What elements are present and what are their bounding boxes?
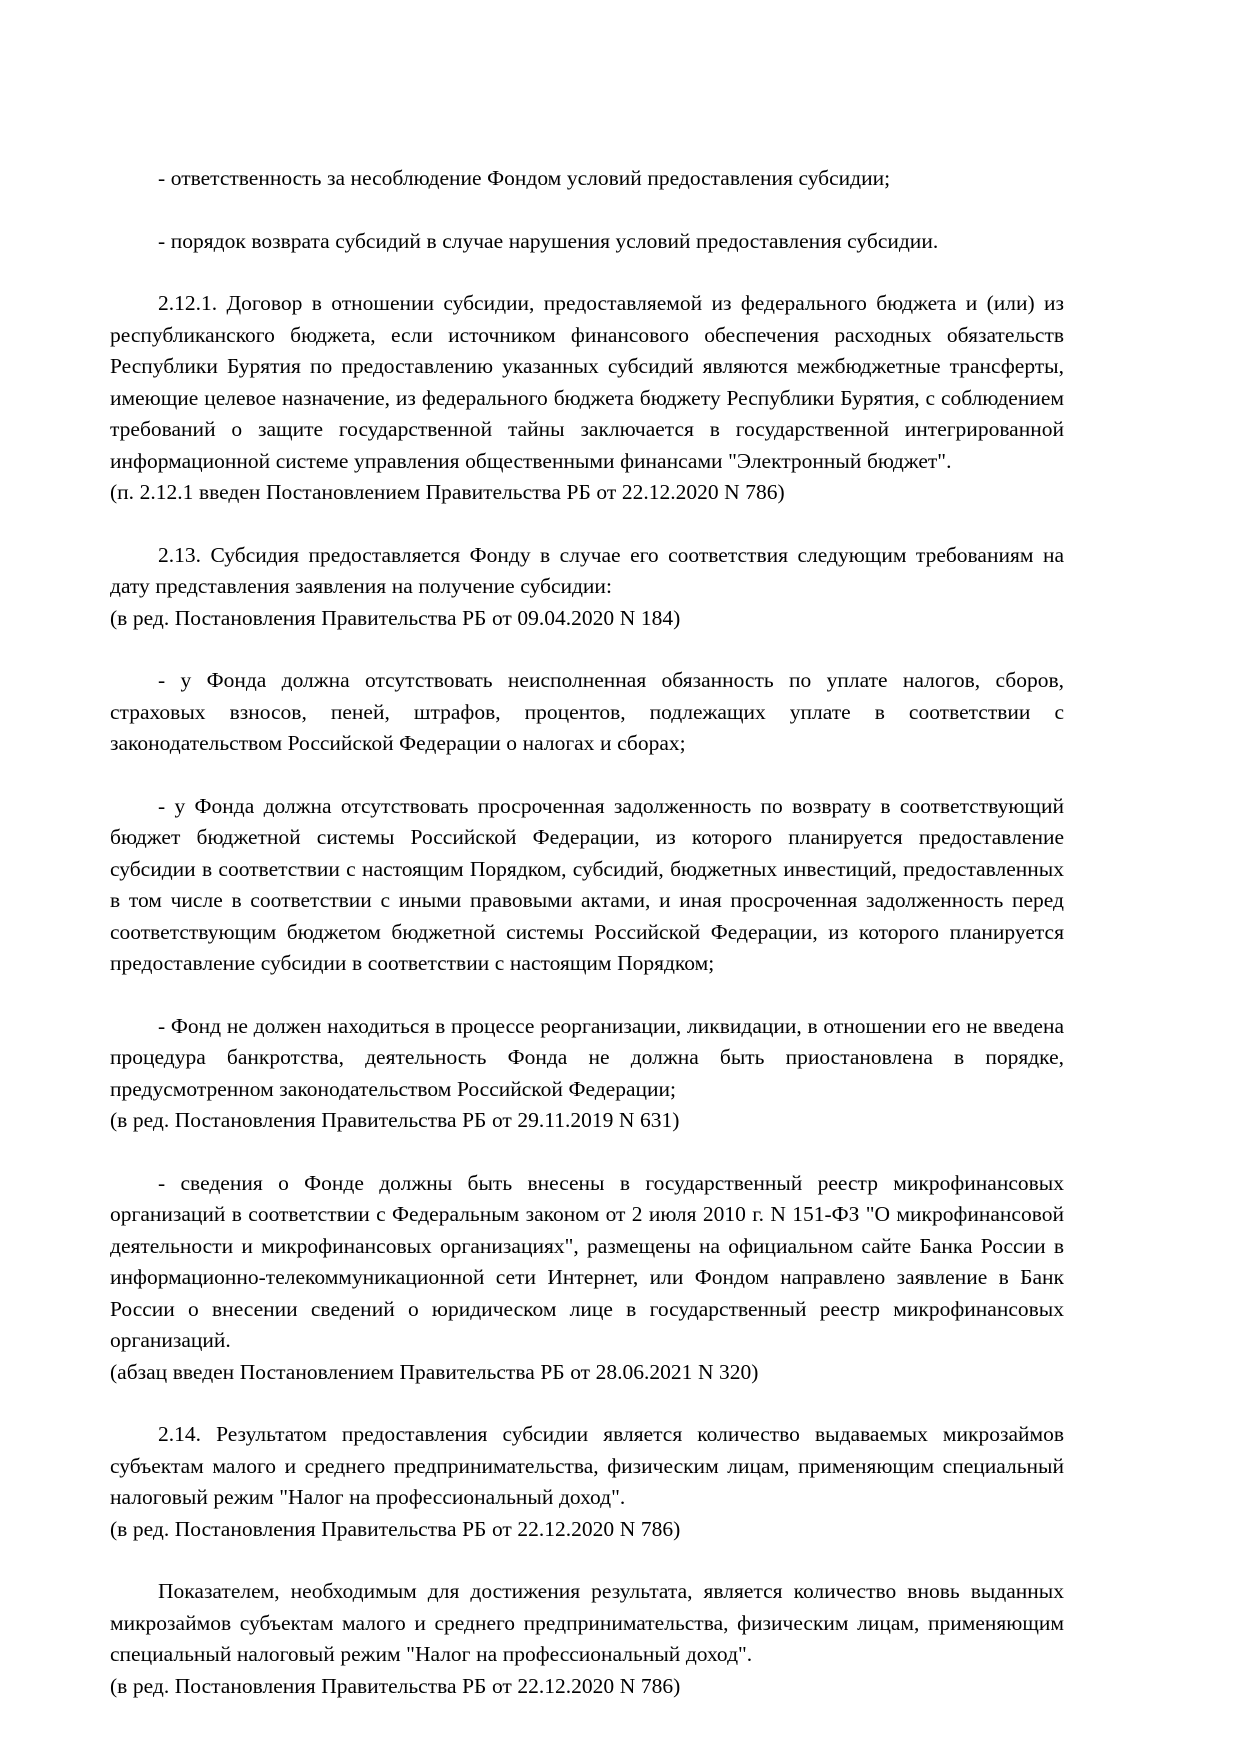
paragraph-clause-2-12-1: 2.12.1. Договор в отношении субсидии, предоставляемой из федерального бюджета и (или) из республиканского бюджета, если источником финансового обеспечения расходных обязательств Республики Бурятия по предоставлению указанных субсидий являются межбюджетные трансферты, имеющие целевое назначение, из федерального бюджета бюджету Республики Бурятия, с соблюдением требований о защите государственной тайны заключается в государственной интегрированной информационной системе управления общественными финансами "Электронный бюджет". <box>110 291 1064 473</box>
citation-reorganization: (в ред. Постановления Правительства РБ от 29.11.2019 N 631) <box>110 1108 680 1132</box>
paragraph-bullet-registry: - сведения о Фонде должны быть внесены в государственный реестр микрофинансовых организаций в соответствии с Федеральным законом от 2 июля 2010 г. N 151-ФЗ "О микрофинансовой деятельности и микрофинансовых организациях", размещены на официальном сайте Банка России в информационно-телекоммуникационной сети Интернет, или Фондом направлено заявление в Банк России о внесении сведений о юридическом лице в государственный реестр микрофинансовых организаций. <box>110 1170 1064 1352</box>
paragraph-bullet-taxes: - у Фонда должна отсутствовать неисполненная обязанность по уплате налогов, сборов, страховых взносов, пеней, штрафов, процентов, подлежащих уплате в соответствии с законодательством Российской Федерации о налогах и сборах; <box>110 668 1064 755</box>
paragraph-bullet-return-order: - порядок возврата субсидий в случае нарушения условий предоставления субсидии. <box>158 228 939 253</box>
citation-registry: (абзац введен Постановлением Правительства РБ от 28.06.2021 N 320) <box>110 1359 759 1384</box>
paragraph-clause-2-13: 2.13. Субсидия предоставляется Фонду в случае его соответствия следующим требованиям на дату представления заявления на получение субсидии: <box>110 542 1064 598</box>
paragraph-bullet-reorganization: - Фонд не должен находиться в процессе реорганизации, ликвидации, в отношении его не введена процедура банкротства, деятельность Фонда не должна быть приостановлена в порядке, предусмотренном законодательством Российской Федерации; <box>110 1013 1064 1101</box>
paragraph-clause-indicator: Показателем, необходимым для достижения результата, является количество вновь выданных микрозаймов субъектам малого и среднего предпринимательства, физическим лицам, применяющим специальный налоговый режим "Налог на профессиональный доход". <box>110 1579 1064 1666</box>
paragraph-clause-2-14: 2.14. Результатом предоставления субсидии является количество выдаваемых микрозаймов субъектам малого и среднего предпринимательства, физическим лицам, применяющим специальный налоговый режим "Налог на профессиональный доход". <box>110 1422 1064 1509</box>
citation-2-13: (в ред. Постановления Правительства РБ от 09.04.2020 N 184) <box>110 605 681 630</box>
document-body <box>110 163 1064 1702</box>
citation-2-12-1: (п. 2.12.1 введен Постановлением Правительства РБ от 22.12.2020 N 786) <box>110 480 785 504</box>
citation-indicator: (в ред. Постановления Правительства РБ от 22.12.2020 N 786) <box>110 1673 681 1698</box>
paragraph-bullet-overdue-debt: - у Фонда должна отсутствовать просроченная задолженность по возврату в соответствующий бюджет бюджетной системы Российской Федерации, из которого планируется предоставление субсидии в соответствии с настоящим Порядком, субсидий, бюджетных инвестиций, предоставленных в том числе в соответствии с иными правовыми актами, и иная просроченная задолженность перед соответствующим бюджетом бюджетной системы Российской Федерации, из которого планируется предоставление субсидии в соответствии с настоящим Порядком; <box>110 793 1064 975</box>
citation-2-14: (в ред. Постановления Правительства РБ от 22.12.2020 N 786) <box>110 1516 681 1541</box>
paragraph-bullet-responsibility: - ответственность за несоблюдение Фондом условий предоставления субсидии; <box>158 166 891 190</box>
